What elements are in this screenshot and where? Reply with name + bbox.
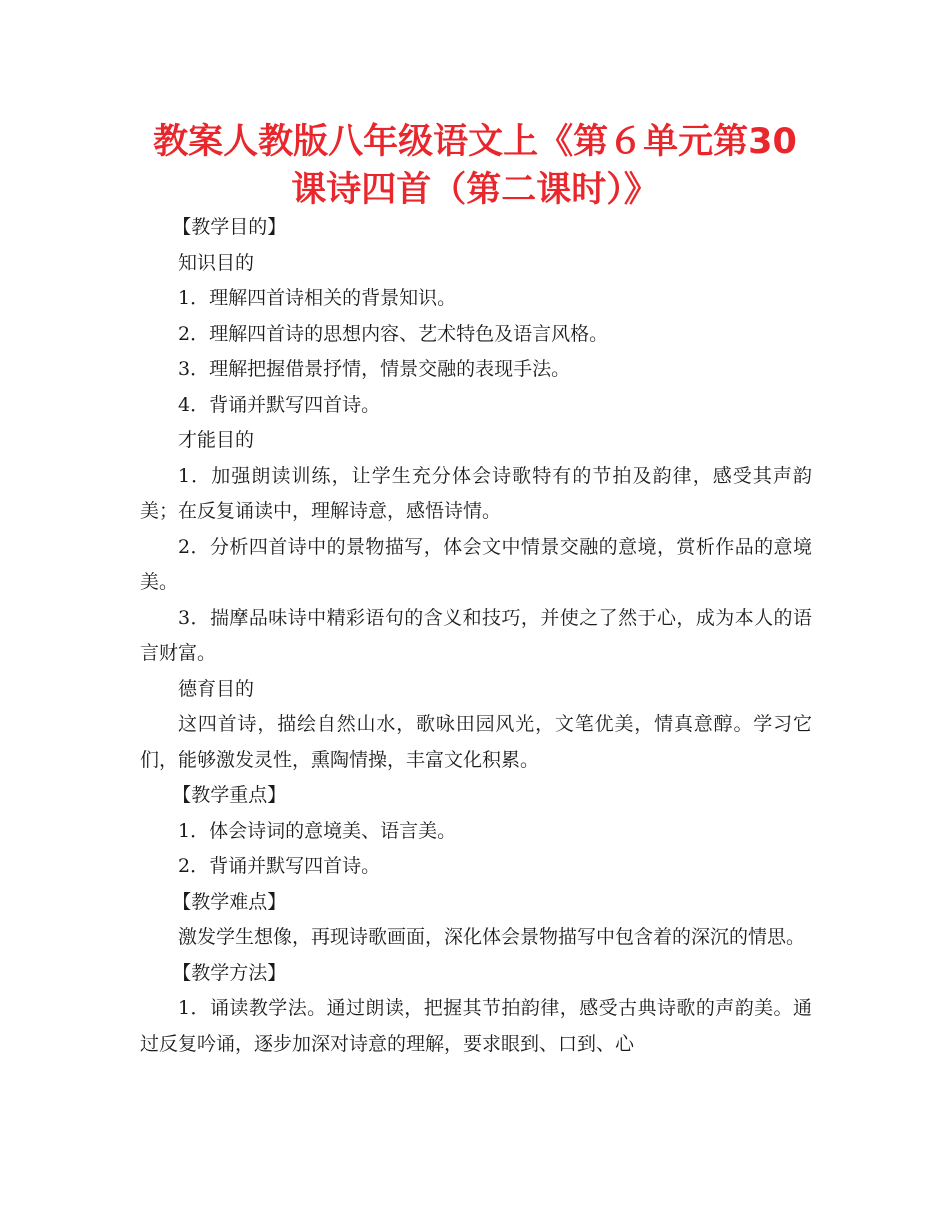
list-item: 3．理解把握借景抒情，情景交融的表现手法。 [178,358,571,380]
section-heading-objectives: 【教学目的】 [172,216,287,238]
subheading-moral: 德育目的 [178,677,255,700]
list-item: 2．分析四首诗中的景物描写，体会文中情景交融的意境，赏析作品的意境美。 [140,535,812,593]
list-item: 1．体会诗词的意境美、语言美。 [178,819,457,842]
list-item: 2．理解四首诗的思想内容、艺术特色及语言风格。 [178,322,609,345]
list-item: 2．背诵并默写四首诗。 [178,855,381,877]
section-heading-methods: 【教学方法】 [172,961,287,984]
title-line-2: 课诗四首（第二课时）》 [291,170,659,210]
section-heading-key-points: 【教学重点】 [172,784,287,806]
document-title [0,118,950,214]
list-item: 1．理解四首诗相关的背景知识。 [178,287,457,309]
document-body [140,210,812,1062]
list-item: 3．揣摩品味诗中精彩语句的含义和技巧，并使之了然于心，成为本人的语言财富。 [140,606,812,664]
subheading-ability: 才能目的 [178,429,255,451]
list-item: 1．诵读教学法。通过朗读，把握其节拍韵律，感受古典诗歌的声韵美。通过反复吟诵，逐步加深对诗意的理解，要求眼到、口到、心 [140,997,812,1055]
title-line-1: 教案人教版八年级语文上《第６单元第30 [153,122,797,162]
list-item: 4．背诵并默写四首诗。 [178,393,381,416]
section-heading-difficulties: 【教学难点】 [172,890,287,913]
subheading-knowledge: 知识目的 [178,251,255,274]
list-item: 1．加强朗读训练，让学生充分体会诗歌特有的节拍及韵律，感受其声韵美；在反复诵读中，理解诗意，感悟诗情。 [140,464,812,522]
body-paragraph: 激发学生想像，再现诗歌画面，深化体会景物描写中包含着的深沉的情思。 [178,926,806,948]
body-paragraph: 这四首诗，描绘自然山水，歌咏田园风光，文笔优美，情真意醇。学习它们，能够激发灵性，熏陶情操，丰富文化积累。 [140,713,812,771]
